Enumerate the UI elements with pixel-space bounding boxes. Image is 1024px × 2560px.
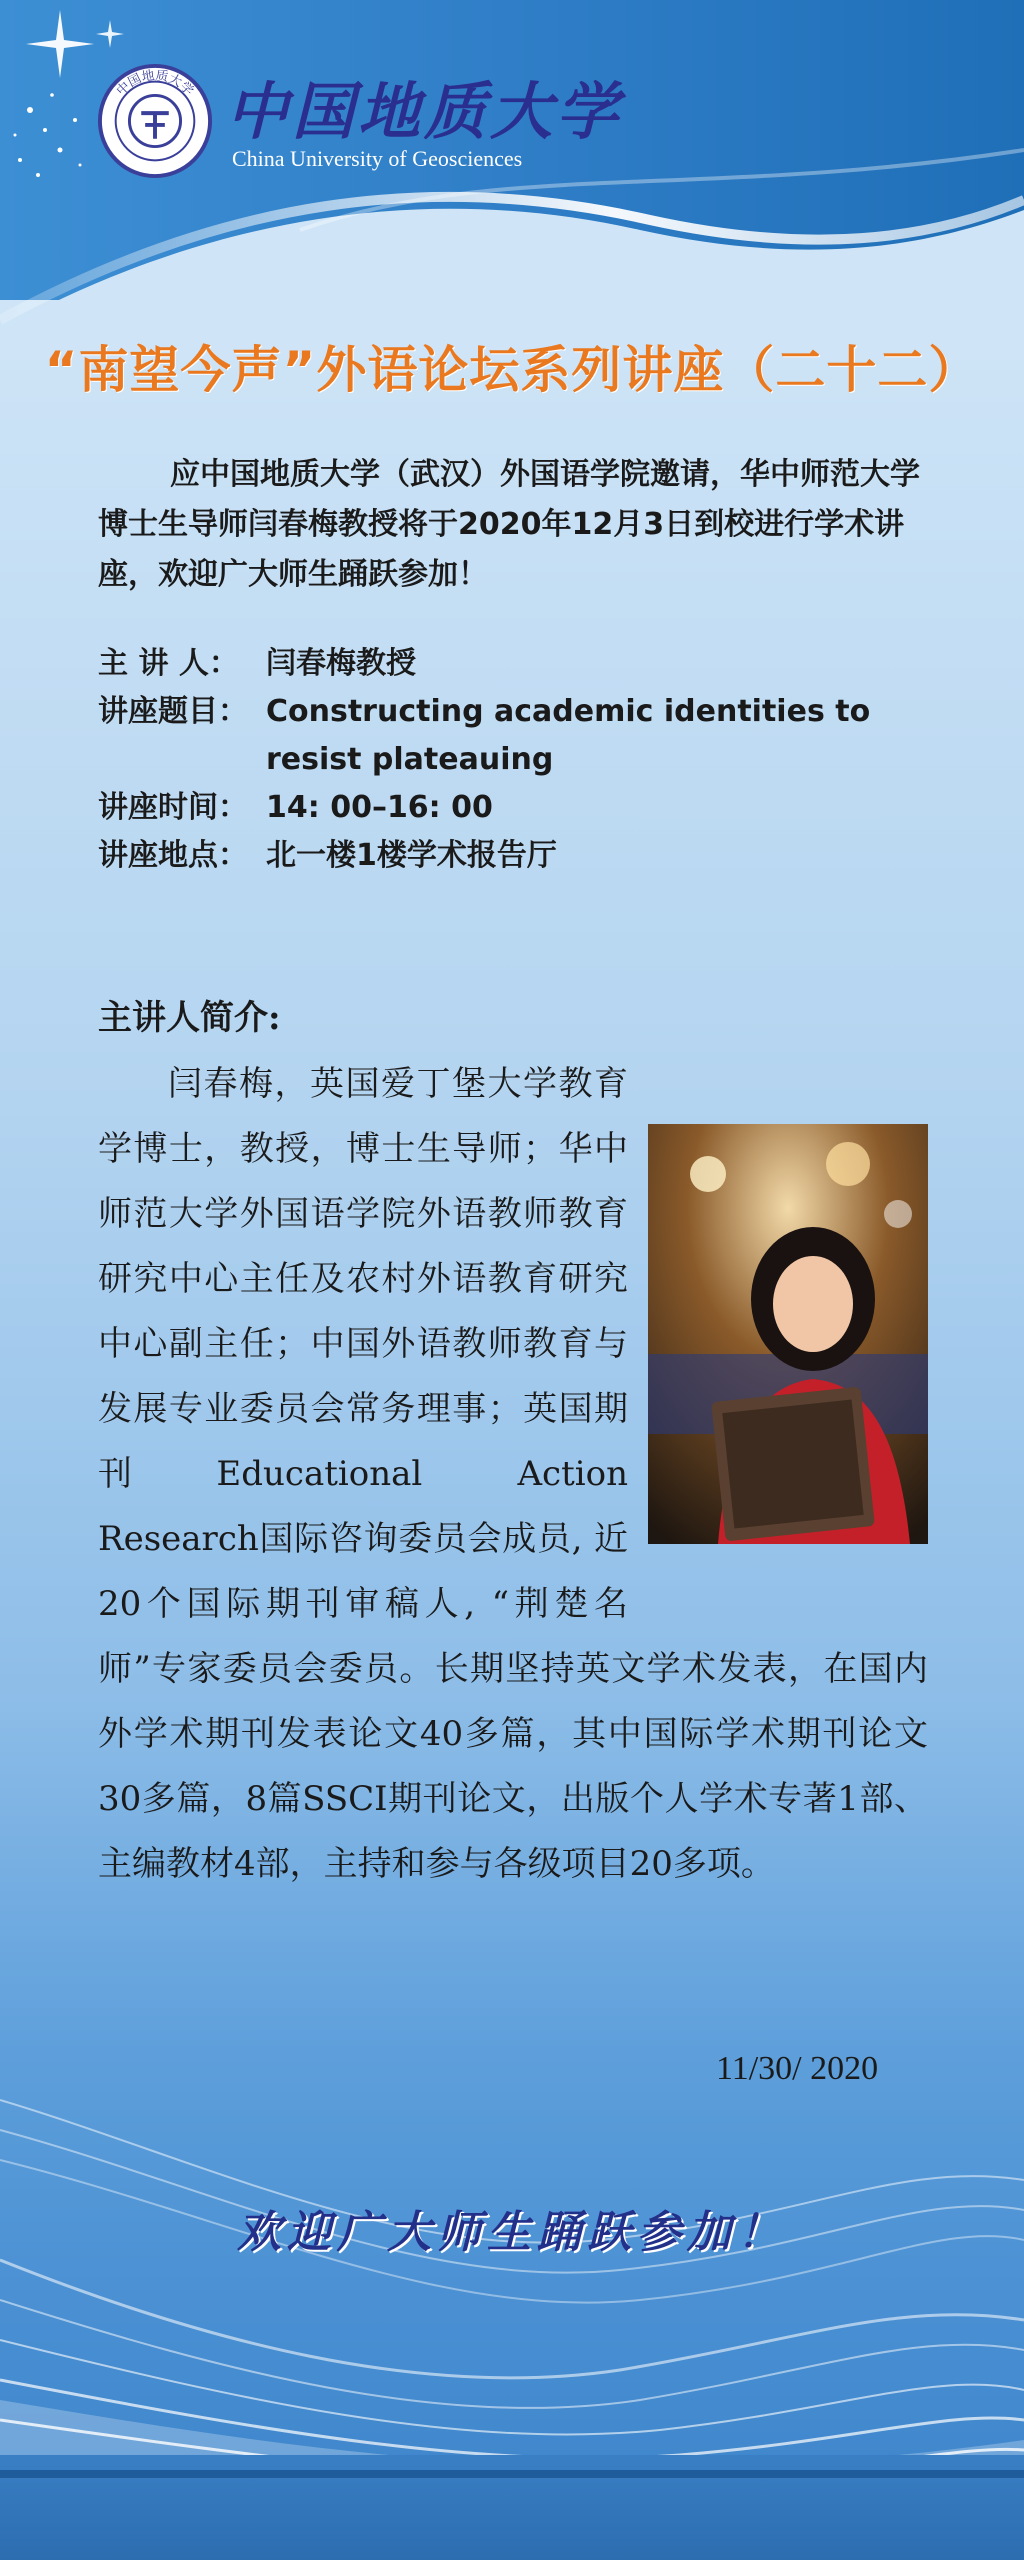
- speaker-photo: [648, 1124, 928, 1544]
- welcome-slogan: 欢迎广大师生踊跃参加！: [237, 2207, 787, 2258]
- info-value: 14: 00–16: 00: [266, 790, 493, 825]
- announcement-date: 11/30/ 2020: [716, 2050, 879, 2087]
- header-banner: [0, 0, 1024, 360]
- bio-heading: 主讲人简介:: [98, 998, 281, 1038]
- university-seal-logo: [96, 62, 214, 180]
- info-value: Constructing academic identities to resist plateauing: [266, 694, 871, 777]
- invitation-paragraph: 应中国地质大学（武汉）外国语学院邀请，华中师范大学博士生导师闫春梅教授将于2020年12月3日到校进行学术讲座，欢迎广大师生踊跃参加！: [98, 457, 920, 592]
- info-row-time: [98, 784, 938, 832]
- info-row-topic: [98, 688, 938, 784]
- lecture-series-title: “南望今声”外语论坛系列讲座（二十二）: [44, 341, 980, 399]
- info-label: 讲座题目：: [98, 694, 248, 729]
- info-value: 北一楼1楼学术报告厅: [266, 838, 557, 873]
- info-value: 闫春梅教授: [266, 646, 416, 681]
- university-name-en: China University of Geosciences: [232, 146, 523, 171]
- bio-paragraph: 闫春梅，英国爱丁堡大学教育学博士，教授，博士生导师；华中师范大学外国语学院外语教师教育研究中心主任及农村外语教育研究中心副主任；中国外语教师教育与发展专业委员会常务理事；英国期刊Educational Action Research国际咨询委员会成员, 近20个国际期刊审稿人, “荆楚名师”专家委员会委员。长期坚持英文学术发表，在国内外学术期刊发表论文40多篇，其中国际学术期刊论文30多篇，8篇SSCI期刊论文，出版个人学术专著1部、主编教材4部，主持和参与各级项目20多项。: [98, 1064, 928, 1884]
- lecture-info: [98, 640, 938, 880]
- info-label: 主 讲 人：: [98, 646, 239, 681]
- university-name-cn: 中国地质大学: [226, 75, 623, 148]
- info-row-location: [98, 832, 938, 880]
- info-label: 讲座地点：: [98, 838, 248, 873]
- info-label: 讲座时间：: [98, 790, 248, 825]
- info-row-speaker: [98, 640, 938, 688]
- footer-divider: [0, 2470, 1024, 2478]
- seal-text: 中国地质大学: [113, 68, 197, 99]
